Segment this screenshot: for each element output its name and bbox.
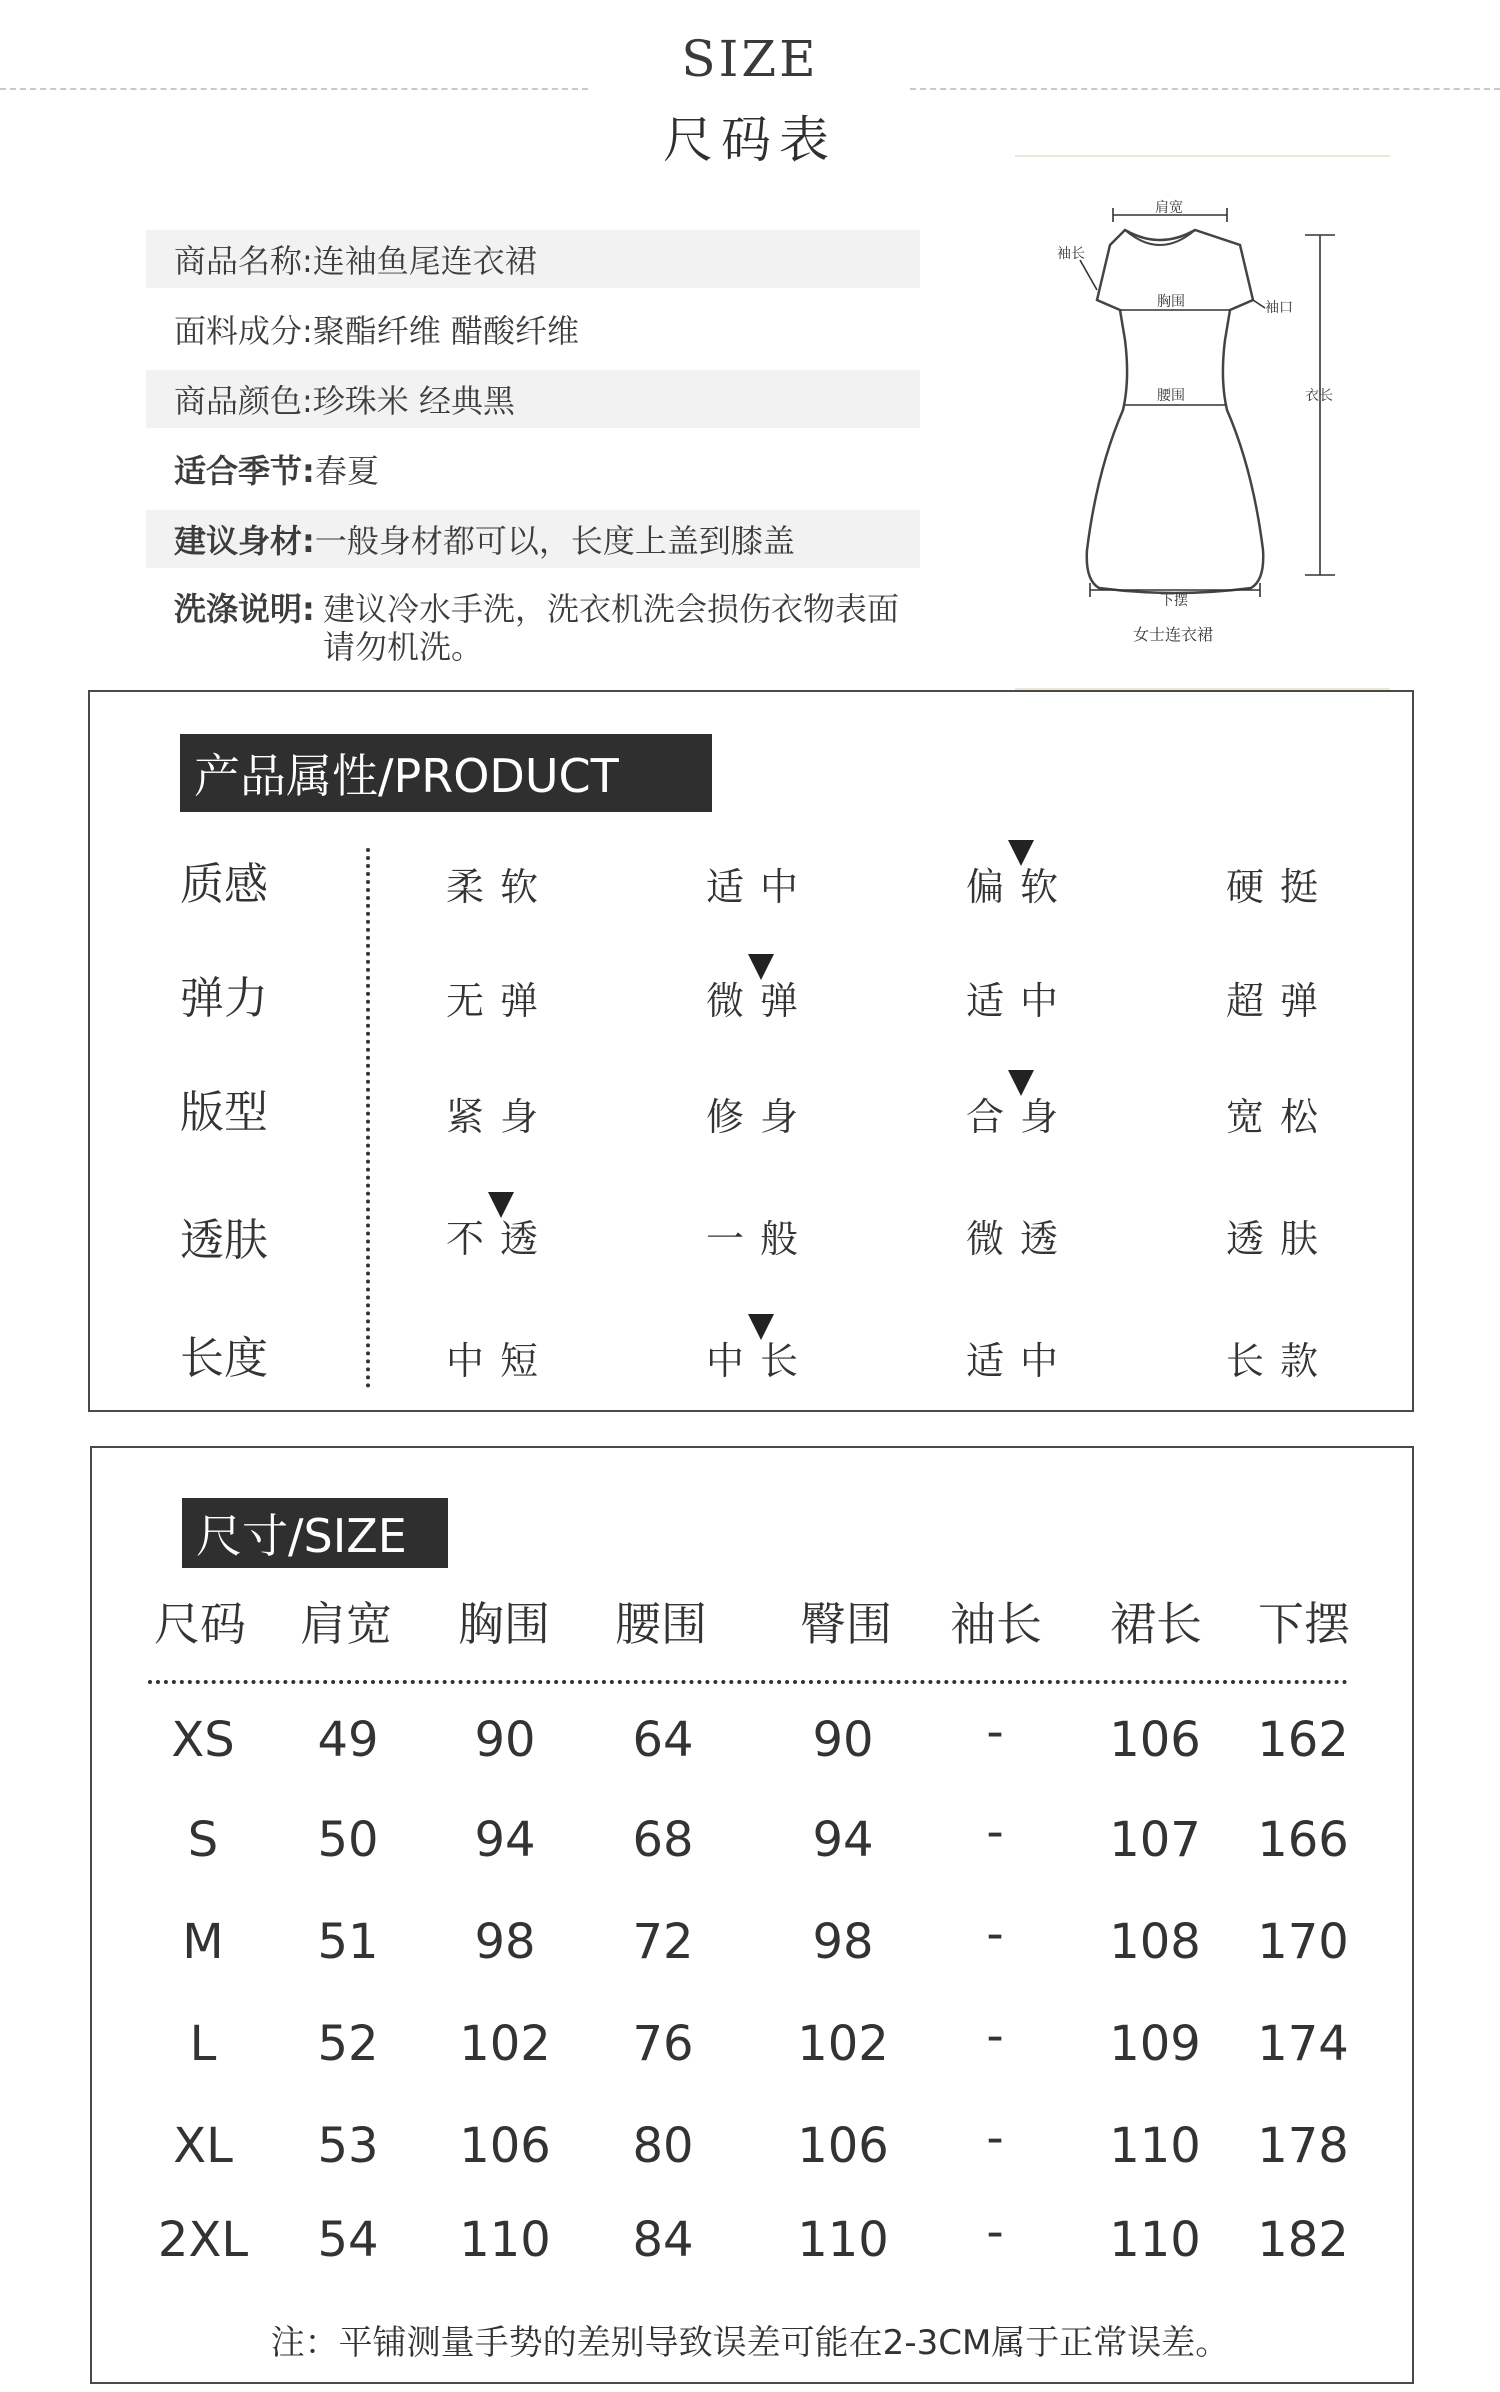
size-value-cell: 50 bbox=[317, 1812, 379, 1868]
attribute-option: 透肤 bbox=[1226, 1217, 1335, 1261]
size-value-cell: 162 bbox=[1257, 1712, 1349, 1768]
size-value-cell: 106 bbox=[797, 2118, 889, 2174]
size-header-col: 肩宽 bbox=[300, 1597, 392, 1651]
size-value-cell: 94 bbox=[812, 1812, 874, 1868]
size-value-cell: 109 bbox=[1109, 2016, 1201, 2072]
size-value-cell: 174 bbox=[1257, 2016, 1349, 2072]
sleeve-measure-line bbox=[1080, 260, 1097, 290]
dress-measurement-diagram bbox=[1015, 150, 1395, 690]
attribute-option: 中短 bbox=[446, 1339, 555, 1383]
info-row-color bbox=[146, 370, 920, 428]
size-label-cell: L bbox=[189, 2016, 217, 2072]
size-value-cell: 170 bbox=[1257, 1914, 1349, 1970]
label-hem: 下摆 bbox=[1160, 593, 1188, 609]
info-row-fabric bbox=[146, 300, 920, 358]
size-value-cell: 102 bbox=[459, 2016, 551, 2072]
attribute-option: 适中 bbox=[966, 979, 1075, 1023]
attribute-option: 微弹 bbox=[706, 979, 815, 1023]
size-value-cell: - bbox=[986, 1704, 1004, 1760]
info-value: 珍珠米 经典黑 bbox=[312, 382, 515, 420]
label-caption: 女士连衣裙 bbox=[1133, 625, 1214, 644]
info-key: 商品名称: bbox=[174, 242, 313, 280]
info-key: 商品颜色: bbox=[174, 382, 313, 420]
attribute-label: 透肤 bbox=[180, 1215, 268, 1266]
size-label-cell: XL bbox=[173, 2118, 233, 2174]
size-header-col: 臀围 bbox=[800, 1597, 892, 1651]
attribute-option: 柔软 bbox=[446, 865, 555, 909]
selected-marker-icon bbox=[1008, 1070, 1034, 1096]
size-value-cell: 76 bbox=[632, 2016, 694, 2072]
cuff-measure-line bbox=[1253, 300, 1265, 308]
label-length: 衣长 bbox=[1305, 388, 1333, 404]
size-value-cell: 53 bbox=[317, 2118, 379, 2174]
info-key: 面料成分: bbox=[174, 312, 313, 350]
info-row-season bbox=[146, 440, 920, 498]
size-label-cell: XS bbox=[171, 1712, 235, 1768]
attribute-option: 中长 bbox=[706, 1339, 815, 1383]
size-value-cell: - bbox=[986, 2008, 1004, 2064]
size-value-cell: 110 bbox=[1109, 2118, 1201, 2174]
attribute-option: 一般 bbox=[706, 1217, 815, 1261]
attribute-option: 微透 bbox=[966, 1217, 1075, 1261]
selected-marker-icon bbox=[488, 1192, 514, 1218]
size-value-cell: 49 bbox=[317, 1712, 379, 1768]
info-value: 春夏 bbox=[314, 452, 379, 490]
size-header-col: 裙长 bbox=[1110, 1597, 1202, 1651]
label-shoulder: 肩宽 bbox=[1155, 200, 1183, 216]
attribute-option: 超弹 bbox=[1226, 979, 1335, 1023]
info-value: 连袖鱼尾连衣裙 bbox=[312, 242, 537, 280]
product-panel-title: 产品属性/PRODUCT bbox=[180, 734, 712, 812]
attribute-option: 无弹 bbox=[446, 979, 555, 1023]
attribute-option: 长款 bbox=[1226, 1339, 1335, 1383]
size-value-cell: - bbox=[986, 2204, 1004, 2260]
attribute-label: 版型 bbox=[180, 1087, 268, 1138]
info-row-name bbox=[146, 230, 920, 288]
size-value-cell: - bbox=[986, 1906, 1004, 1962]
size-value-cell: 166 bbox=[1257, 1812, 1349, 1868]
info-key: 建议身材: bbox=[174, 522, 315, 560]
size-value-cell: 51 bbox=[317, 1914, 379, 1970]
size-value-cell: 98 bbox=[474, 1914, 536, 1970]
attribute-label: 质感 bbox=[180, 859, 268, 910]
header-divider-left bbox=[0, 88, 588, 90]
size-panel-title: 尺寸/SIZE bbox=[182, 1498, 448, 1568]
size-value-cell: 106 bbox=[1109, 1712, 1201, 1768]
size-value-cell: 178 bbox=[1257, 2118, 1349, 2174]
size-value-cell: 107 bbox=[1109, 1812, 1201, 1868]
size-value-cell: 110 bbox=[797, 2212, 889, 2268]
attribute-option: 不透 bbox=[446, 1217, 555, 1261]
size-header-col: 下摆 bbox=[1258, 1597, 1350, 1651]
size-value-cell: 182 bbox=[1257, 2212, 1349, 2268]
size-value-cell: 94 bbox=[474, 1812, 536, 1868]
size-value-cell: 72 bbox=[632, 1914, 694, 1970]
size-value-cell: 84 bbox=[632, 2212, 694, 2268]
size-value-cell: 64 bbox=[632, 1712, 694, 1768]
attribute-option: 偏软 bbox=[966, 865, 1075, 909]
size-label-cell: S bbox=[187, 1812, 219, 1868]
info-row-body bbox=[146, 510, 920, 568]
attribute-label: 长度 bbox=[180, 1333, 268, 1384]
size-value-cell: 106 bbox=[459, 2118, 551, 2174]
header-divider-right bbox=[910, 88, 1500, 90]
size-header-divider bbox=[148, 1680, 1348, 1684]
info-value-line2: 请勿机洗。 bbox=[323, 628, 484, 666]
size-header-col: 胸围 bbox=[458, 1597, 550, 1651]
selected-marker-icon bbox=[748, 1314, 774, 1340]
size-value-cell: 68 bbox=[632, 1812, 694, 1868]
label-sleeve: 袖长 bbox=[1057, 246, 1085, 262]
size-label-cell: 2XL bbox=[157, 2212, 249, 2268]
size-value-cell: 110 bbox=[459, 2212, 551, 2268]
info-value-line1: 建议冷水手洗，洗衣机洗会损伤衣物表面 bbox=[323, 590, 900, 628]
info-key: 洗涤说明: bbox=[174, 590, 315, 628]
attribute-option: 适中 bbox=[706, 865, 815, 909]
size-value-cell: - bbox=[986, 1804, 1004, 1860]
attribute-option: 合身 bbox=[966, 1095, 1075, 1139]
label-chest: 胸围 bbox=[1157, 294, 1185, 310]
info-value: 聚酯纤维 醋酸纤维 bbox=[312, 312, 579, 350]
size-value-cell: 52 bbox=[317, 2016, 379, 2072]
attribute-option: 修身 bbox=[706, 1095, 815, 1139]
attribute-label: 弹力 bbox=[180, 973, 268, 1024]
size-value-cell: 90 bbox=[474, 1712, 536, 1768]
size-value-cell: 102 bbox=[797, 2016, 889, 2072]
size-value-cell: 110 bbox=[1109, 2212, 1201, 2268]
size-header-col: 尺码 bbox=[154, 1597, 246, 1651]
size-header-col: 腰围 bbox=[615, 1597, 707, 1651]
selected-marker-icon bbox=[1008, 840, 1034, 866]
page-title-cn: 尺码表 bbox=[663, 111, 837, 169]
size-value-cell: 80 bbox=[632, 2118, 694, 2174]
selected-marker-icon bbox=[748, 954, 774, 980]
size-value-cell: 108 bbox=[1109, 1914, 1201, 1970]
info-key: 适合季节: bbox=[174, 452, 315, 490]
attribute-option: 宽松 bbox=[1226, 1095, 1335, 1139]
measurement-note: 注：平铺测量手势的差别导致误差可能在2-3CM属于正常误差。 bbox=[270, 2323, 1230, 2363]
size-value-cell: 98 bbox=[812, 1914, 874, 1970]
attribute-option: 紧身 bbox=[446, 1095, 555, 1139]
label-waist: 腰围 bbox=[1157, 388, 1185, 404]
attribute-option: 适中 bbox=[966, 1339, 1075, 1383]
size-label-cell: M bbox=[182, 1914, 224, 1970]
label-cuff: 袖口 bbox=[1265, 300, 1293, 316]
attribute-divider bbox=[366, 848, 370, 1388]
info-value: 一般身材都可以，长度上盖到膝盖 bbox=[314, 522, 795, 560]
size-value-cell: - bbox=[986, 2110, 1004, 2166]
size-value-cell: 54 bbox=[317, 2212, 379, 2268]
attribute-option: 硬挺 bbox=[1226, 865, 1335, 909]
size-header-col: 袖长 bbox=[950, 1597, 1042, 1651]
dress-outline bbox=[1087, 230, 1264, 593]
size-value-cell: 90 bbox=[812, 1712, 874, 1768]
page-title-en: SIZE bbox=[681, 30, 819, 88]
neckline bbox=[1125, 230, 1195, 245]
